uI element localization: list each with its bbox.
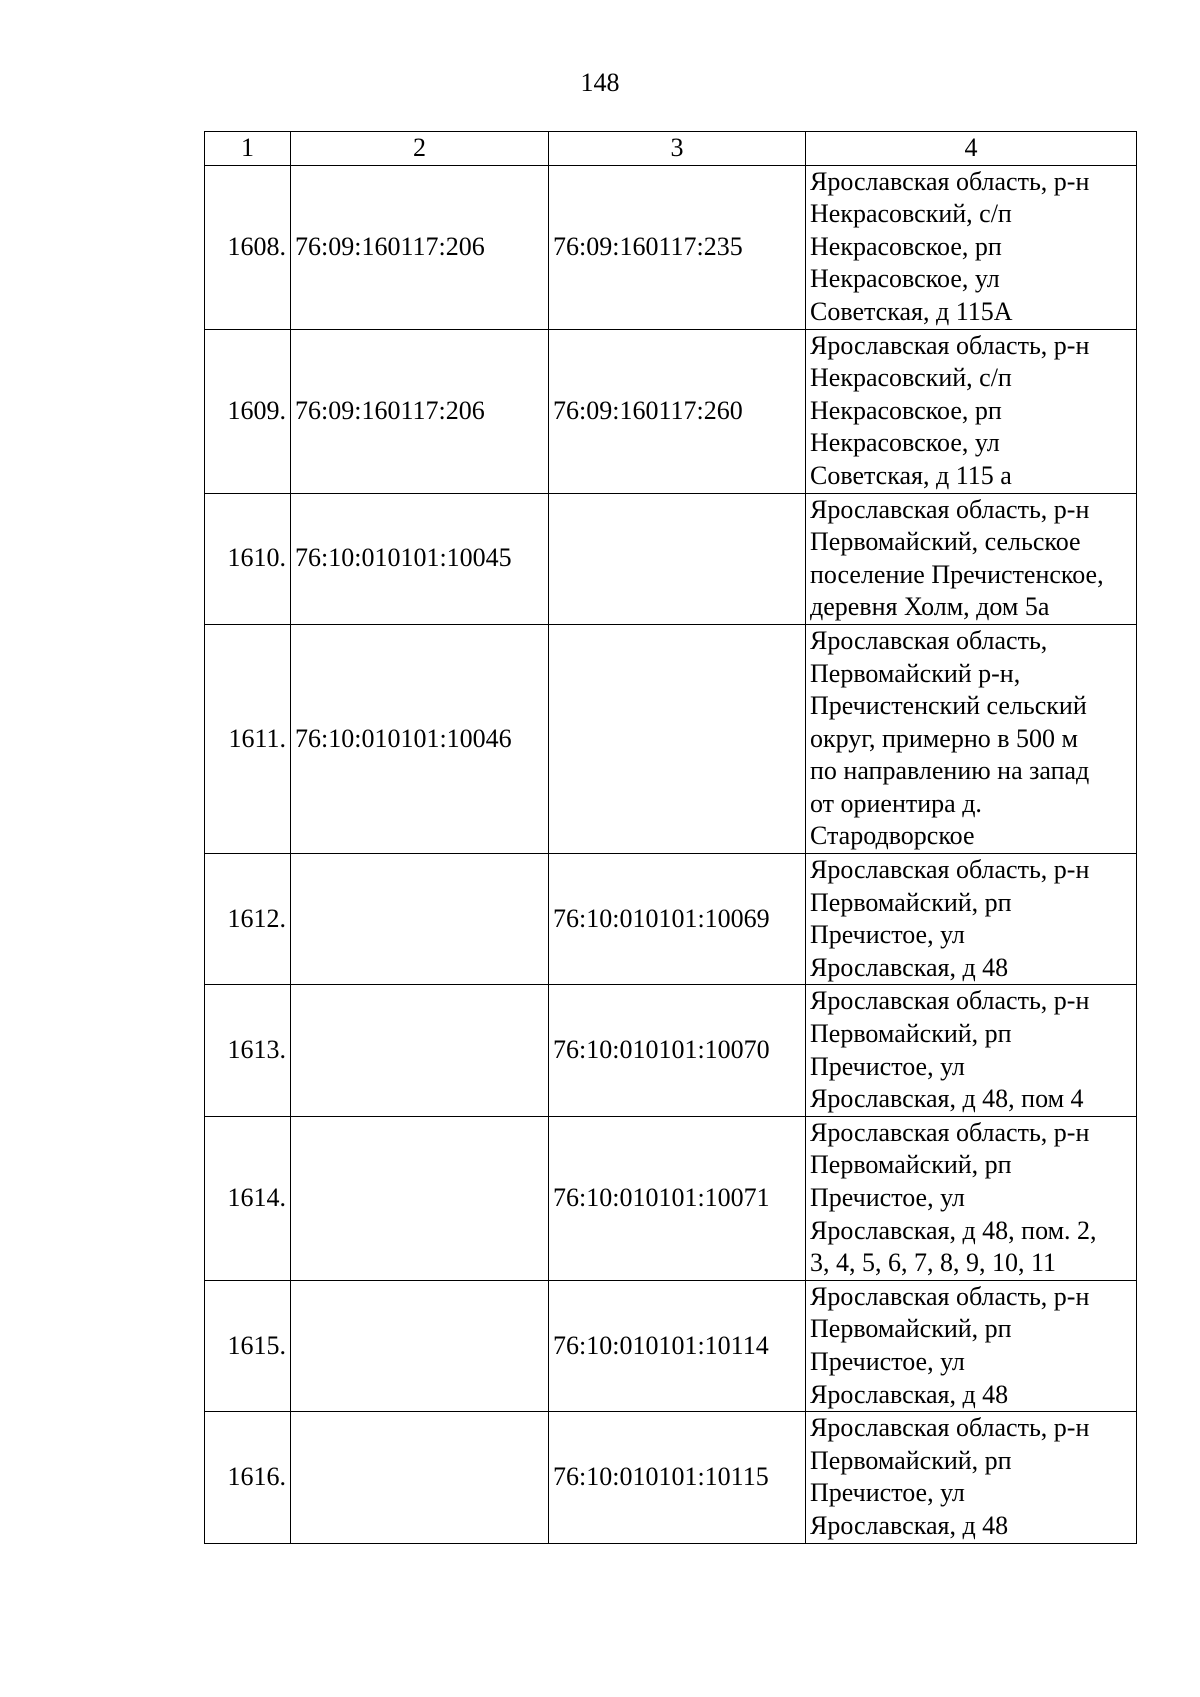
row-number-cell: 1610. <box>205 493 291 624</box>
address-cell <box>806 1116 1137 1280</box>
address-cell <box>806 624 1137 853</box>
address-line: Некрасовское, ул <box>810 264 1000 294</box>
address-line: округ, примерно в 500 м <box>810 723 1078 753</box>
address-line: Советская, д 115 а <box>810 460 1012 490</box>
table-row <box>205 624 1137 853</box>
address-line: Ярославская область, р-н <box>810 166 1090 196</box>
address-line: Ярославская, д 48 <box>810 1510 1009 1540</box>
address-line: Ярославская область, р-н <box>810 494 1090 524</box>
table-row <box>205 1116 1137 1280</box>
address-cell <box>806 1280 1137 1411</box>
address-line: Советская, д 115А <box>810 296 1013 326</box>
row-number-cell: 1613. <box>205 985 291 1116</box>
address-line: Пречистенский сельский <box>810 691 1087 721</box>
address-line: Некрасовское, рп <box>810 231 1002 261</box>
address-line: Некрасовское, рп <box>810 395 1002 425</box>
address-line: Ярославская область, р-н <box>810 330 1090 360</box>
cadastral-number-cell: 76:10:010101:10115 <box>549 1412 806 1543</box>
address-line: по направлению на запад <box>810 756 1090 786</box>
row-number-cell: 1616. <box>205 1412 291 1543</box>
cadastral-number-cell: 76:09:160117:235 <box>549 165 806 329</box>
header-cell: 3 <box>549 132 806 166</box>
address-line: от ориентира д. <box>810 788 982 818</box>
parcel-table <box>204 131 1137 1544</box>
cadastral-number-cell: 76:09:160117:206 <box>291 165 549 329</box>
cadastral-number-cell: 76:10:010101:10071 <box>549 1116 806 1280</box>
address-line: Стародворское <box>810 821 975 851</box>
table-row <box>205 493 1137 624</box>
address-cell <box>806 329 1137 493</box>
address-cell <box>806 165 1137 329</box>
address-line: Пречистое, ул <box>810 1478 965 1508</box>
address-line: Ярославская, д 48 <box>810 1379 1009 1409</box>
table-row <box>205 165 1137 329</box>
address-line: Первомайский, рп <box>810 1150 1012 1180</box>
cadastral-number-cell <box>291 985 549 1116</box>
address-cell <box>806 985 1137 1116</box>
address-line: поселение Пречистенское, <box>810 559 1104 589</box>
table-header-row <box>205 132 1137 166</box>
row-number-cell: 1614. <box>205 1116 291 1280</box>
cadastral-number-cell: 76:09:160117:260 <box>549 329 806 493</box>
address-line: деревня Холм, дом 5а <box>810 592 1050 622</box>
cadastral-number-cell: 76:10:010101:10114 <box>549 1280 806 1411</box>
header-cell: 4 <box>806 132 1137 166</box>
address-line: Ярославская, д 48, пом 4 <box>810 1084 1084 1114</box>
row-number-cell: 1612. <box>205 854 291 985</box>
table-row <box>205 1280 1137 1411</box>
cadastral-number-cell: 76:10:010101:10070 <box>549 985 806 1116</box>
header-cell: 1 <box>205 132 291 166</box>
address-cell <box>806 854 1137 985</box>
cadastral-number-cell: 76:10:010101:10045 <box>291 493 549 624</box>
table-row <box>205 985 1137 1116</box>
row-number-cell: 1608. <box>205 165 291 329</box>
row-number-cell: 1615. <box>205 1280 291 1411</box>
table-row <box>205 854 1137 985</box>
row-number-cell: 1609. <box>205 329 291 493</box>
table-row <box>205 329 1137 493</box>
row-number-cell: 1611. <box>205 624 291 853</box>
address-line: Ярославская область, р-н <box>810 855 1090 885</box>
address-line: Пречистое, ул <box>810 1183 965 1212</box>
address-line: Ярославская, д 48 <box>810 952 1009 982</box>
address-cell <box>806 493 1137 624</box>
address-line: Некрасовский, с/п <box>810 363 1012 393</box>
address-line: Первомайский, рп <box>810 1445 1012 1475</box>
address-line: Первомайский, рп <box>810 1314 1012 1344</box>
address-line: Ярославская область, р-н <box>810 986 1090 1016</box>
cadastral-number-cell <box>291 854 549 985</box>
address-line: Ярославская область, р-н <box>810 1281 1090 1311</box>
address-line: 3, 4, 5, 6, 7, 8, 9, 10, 11 <box>810 1248 1057 1278</box>
address-line: Некрасовский, с/п <box>810 199 1012 229</box>
address-line: Пречистое, ул <box>810 1346 965 1376</box>
address-line: Первомайский, рп <box>810 887 1012 917</box>
cadastral-number-cell <box>549 624 806 853</box>
cadastral-number-cell <box>291 1280 549 1411</box>
page-number: 148 <box>580 68 620 97</box>
address-line: Первомайский, сельское <box>810 527 1081 557</box>
address-line: Первомайский р-н, <box>810 658 1021 688</box>
address-cell <box>806 1412 1137 1543</box>
cadastral-number-cell <box>549 493 806 624</box>
address-line: Первомайский, рп <box>810 1019 1012 1049</box>
cadastral-number-cell <box>291 1116 549 1280</box>
address-line: Ярославская область, <box>810 625 1048 655</box>
address-line: Пречистое, ул <box>810 1051 965 1081</box>
address-line: Ярославская, д 48, пом. 2, <box>810 1215 1097 1245</box>
address-line: Некрасовское, ул <box>810 428 1000 458</box>
cadastral-number-cell <box>291 1412 549 1543</box>
cadastral-number-cell: 76:10:010101:10046 <box>291 624 549 853</box>
cadastral-number-cell: 76:10:010101:10069 <box>549 854 806 985</box>
table-row <box>205 1412 1137 1543</box>
header-cell: 2 <box>291 132 549 166</box>
address-line: Ярославская область, р-н <box>810 1117 1090 1147</box>
cadastral-number-cell: 76:09:160117:206 <box>291 329 549 493</box>
address-line: Ярославская область, р-н <box>810 1413 1090 1443</box>
address-line: Пречистое, ул <box>810 920 965 950</box>
